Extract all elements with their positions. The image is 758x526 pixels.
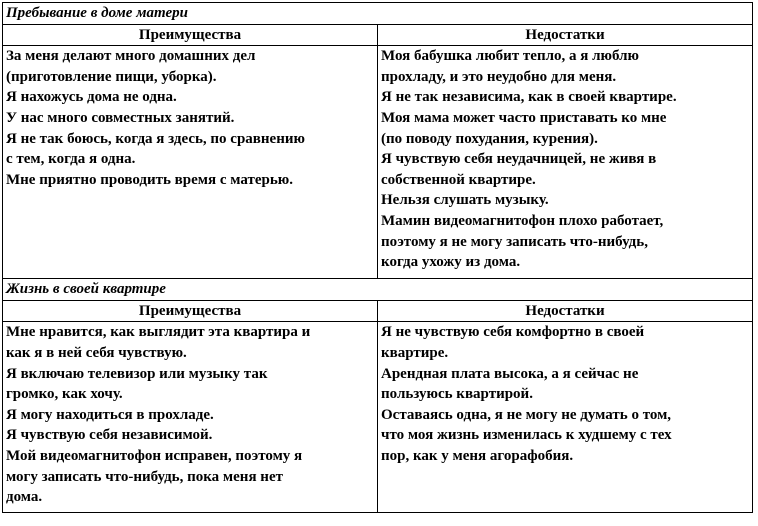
- content-row: [3, 322, 753, 513]
- pros-line: Мне приятно проводить время с матерью.: [6, 171, 293, 188]
- content-row: [3, 46, 753, 279]
- pros-line: как я в ней себя чувствую.: [6, 344, 187, 361]
- pros-line: Я не так боюсь, когда я здесь, по сравнению: [6, 130, 305, 147]
- cons-line: пользуюсь квартирой.: [381, 386, 533, 403]
- pros-line: За меня делают много домашних дел: [6, 48, 256, 65]
- column-header-row: [3, 300, 753, 322]
- section-title-row: [3, 3, 753, 25]
- cons-line: прохладу, и это неудобно для меня.: [381, 68, 617, 85]
- pros-line: Я чувствую себя независимой.: [6, 427, 213, 444]
- cons-line: Арендная плата высока, а я сейчас не: [381, 365, 639, 382]
- pros-cell: [3, 46, 378, 279]
- cons-line: Нельзя слушать музыку.: [381, 192, 549, 209]
- pros-header: Преимущества: [3, 300, 378, 322]
- cons-line: Я не так независима, как в своей квартире.: [381, 89, 677, 106]
- cons-line: что моя жизнь изменилась к худшему с тех: [381, 427, 672, 444]
- cons-header: Недостатки: [378, 300, 753, 322]
- pros-line: Я включаю телевизор или музыку так: [6, 365, 268, 382]
- pros-cons-table: [2, 2, 753, 513]
- section-title-row: [3, 279, 753, 301]
- cons-line: Моя бабушка любит тепло, а я люблю: [381, 48, 640, 65]
- cons-line: Моя мама может часто приставать ко мне: [381, 109, 667, 126]
- cons-line: когда ухожу из дома.: [381, 254, 521, 271]
- pros-line: дома.: [6, 489, 43, 506]
- pros-line: Мне нравится, как выглядит эта квартира и: [6, 324, 311, 341]
- section-title-mother-home: Пребывание в доме матери: [3, 3, 753, 25]
- cons-cell: [378, 322, 753, 513]
- pros-line: громко, как хочу.: [6, 386, 123, 403]
- pros-header: Преимущества: [3, 24, 378, 46]
- pros-line: Я нахожусь дома не одна.: [6, 89, 177, 106]
- section-title-own-apartment: Жизнь в своей квартире: [3, 279, 753, 301]
- cons-line: собственной квартире.: [381, 171, 536, 188]
- pros-line: У нас много совместных занятий.: [6, 109, 235, 126]
- pros-line: с тем, когда я одна.: [6, 151, 136, 168]
- pros-cell: [3, 322, 378, 513]
- cons-line: поэтому я не могу записать что-нибудь,: [381, 233, 648, 250]
- cons-line: Оставаясь одна, я не могу не думать о том,: [381, 406, 672, 423]
- cons-line: Мамин видеомагнитофон плохо работает,: [381, 212, 664, 229]
- cons-line: пор, как у меня агорафобия.: [381, 447, 574, 464]
- pros-line: (приготовление пищи, уборка).: [6, 68, 217, 85]
- pros-line: Мой видеомагнитофон исправен, поэтому я: [6, 447, 303, 464]
- pros-line: могу записать что-нибудь, пока меня нет: [6, 468, 283, 485]
- cons-line: Я не чувствую себя комфортно в своей: [381, 324, 645, 341]
- cons-line: квартире.: [381, 344, 449, 361]
- column-header-row: [3, 24, 753, 46]
- cons-line: (по поводу похудания, курения).: [381, 130, 598, 147]
- cons-line: Я чувствую себя неудачницей, не живя в: [381, 151, 657, 168]
- cons-cell: [378, 46, 753, 279]
- cons-header: Недостатки: [378, 24, 753, 46]
- pros-cons-document: [2, 2, 752, 513]
- pros-line: Я могу находиться в прохладе.: [6, 406, 214, 423]
